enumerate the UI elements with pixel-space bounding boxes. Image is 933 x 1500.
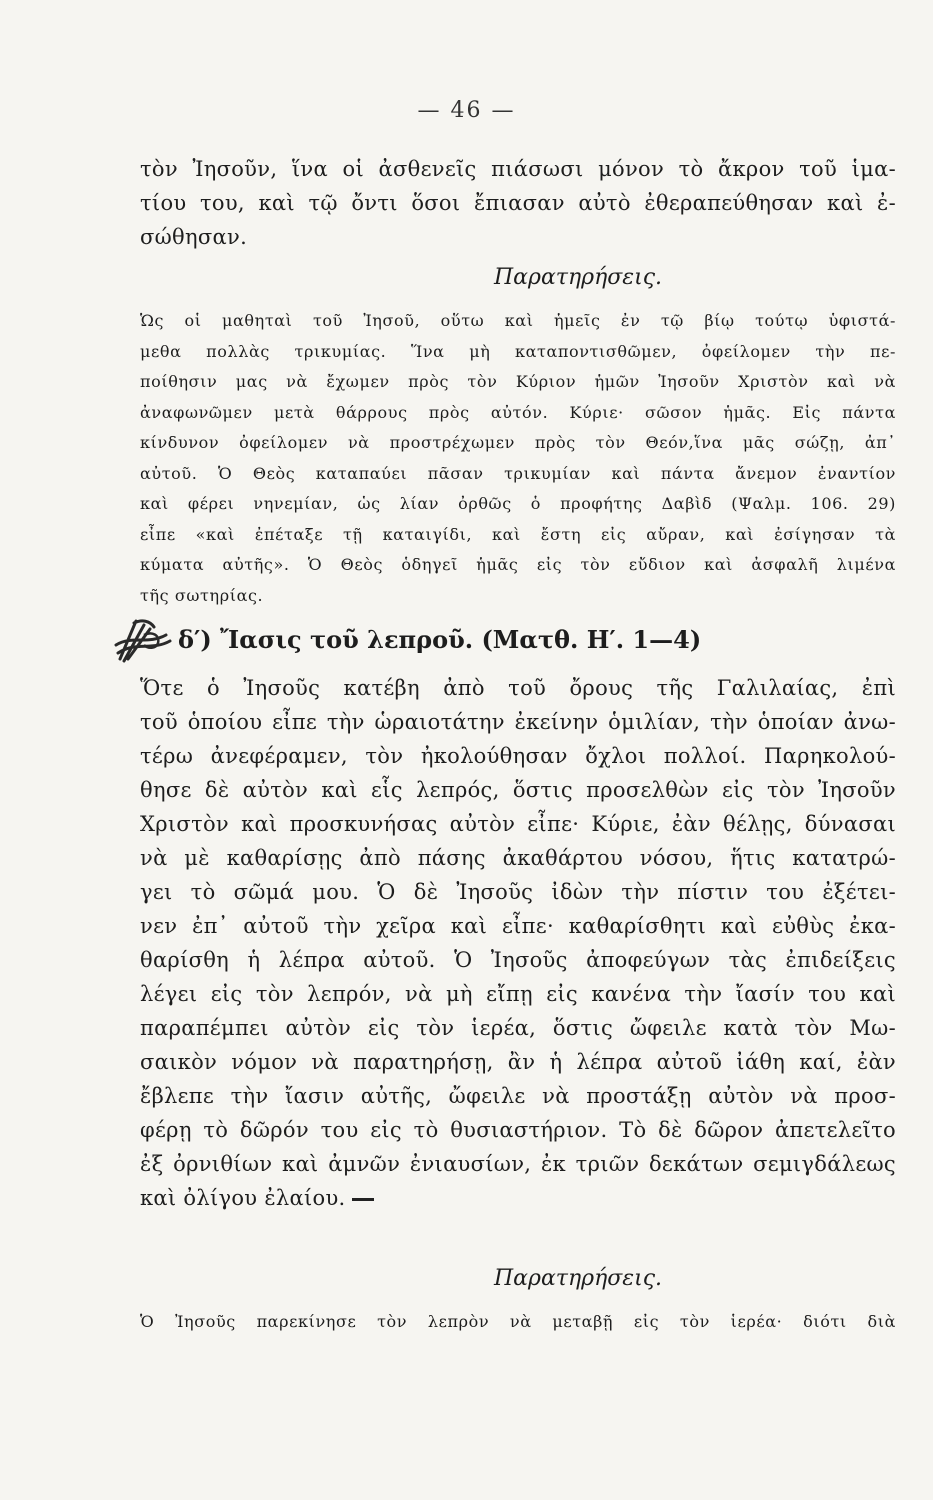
text-line: λέγει εἰς τὸν λεπρόν, νὰ μὴ εἴπῃ εἰς κανένα τὴν ἴασίν του καὶ (140, 982, 896, 1006)
spacer (140, 1215, 896, 1255)
text-line: ἀναφωνῶμεν μετὰ θάρρους πρὸς αὐτόν. Κύριε· σῶσον ἡμᾶς. Εἰς πάντα (140, 402, 896, 422)
section-paragraph (140, 671, 896, 1215)
text-line: κίνδυνον ὀφείλομεν νὰ προστρέχωμεν πρὸς τὸν Θεόν,ἵνα μᾶς σώζῃ, ἀπ᾽ (140, 433, 896, 452)
text-line: Ὁ Ἰησοῦς παρεκίνησε τὸν λεπρὸν νὰ μεταβῇ εἰς τὸν ἱερέα· διότι διὰ (140, 1312, 896, 1331)
text-line: τὸν Ἰησοῦν, ἵνα οἱ ἀσθενεῖς πιάσωσι μόνον τὸ ἄκρον τοῦ ἱμα- (140, 157, 896, 181)
text-line: τίου του, καὶ τῷ ὄντι ὅσοι ἔπιασαν αὐτὸ ἐθεραπεύθησαν καὶ ἐ- (140, 191, 896, 215)
intro-paragraph (140, 152, 896, 254)
text-line: φέρῃ τὸ δῶρόν του εἰς τὸ θυσιαστήριον. Τὸ δὲ δῶρον ἀπετελεῖτο (140, 1118, 896, 1142)
text-line: θησε δὲ αὐτὸν καὶ εἷς λεπρός, ὅστις προσελθὼν εἰς τὸν Ἰησοῦν (140, 778, 896, 802)
text-line: μεθα πολλὰς τρικυμίας. Ἵνα μὴ καταποντισθῶμεν, ὀφείλομεν τὴν πε- (140, 341, 896, 361)
text-line: εἶπε «καὶ ἐπέταξε τῇ καταιγίδι, καὶ ἔστη εἰς αὔραν, καὶ ἐσίγησαν τὰ (140, 524, 896, 544)
closing-dash-mark (352, 1198, 374, 1201)
remarks-paragraph (140, 306, 896, 611)
page-content (140, 152, 896, 1338)
text-line (140, 1181, 896, 1215)
text-line: Ὅτε ὁ Ἰησοῦς κατέβη ἀπὸ τοῦ ὄρους τῆς Γαλιλαίας, ἐπὶ (140, 676, 896, 700)
text-line-content: καὶ ὀλίγου ἐλαίου. (140, 1186, 346, 1210)
text-line: ἔβλεπε τὴν ἴασιν αὐτῆς, ὤφειλε νὰ προστάξῃ αὐτὸν νὰ προσ- (140, 1084, 896, 1108)
text-line: καὶ φέρει νηνεμίαν, ὡς λίαν ὀρθῶς ὁ προφήτης Δαβὶδ (Ψαλμ. 106. 29) (140, 494, 896, 513)
handwritten-scribble-icon (114, 615, 172, 665)
text-line: τέρω ἀνεφέραμεν, τὸν ἠκολούθησαν ὄχλοι πολλοί. Παρηκολού- (140, 744, 896, 768)
text-line: Χριστὸν καὶ προσκυνήσας αὐτὸν εἶπε· Κύριε, ἐὰν θέλῃς, δύνασαι (140, 812, 896, 836)
text-line: αὐτοῦ. Ὁ Θεὸς καταπαύει πᾶσαν τρικυμίαν καὶ πάντα ἄνεμον ἐναντίον (140, 463, 896, 483)
text-line: θαρίσθη ἡ λέπρα αὐτοῦ. Ὁ Ἰησοῦς ἀποφεύγων τὰς ἐπιδείξεις (140, 948, 896, 972)
text-line: παραπέμπει αὐτὸν εἰς τὸν ἱερέα, ὅστις ὤφειλε κατὰ τὸν Μω- (140, 1016, 896, 1040)
section-heading-text: δ′) Ἴασις τοῦ λεπροῦ. (Ματθ. Η′. 1—4) (178, 625, 702, 654)
text-line: κύματα αὐτῆς». Ὁ Θεὸς ὁδηγεῖ ἡμᾶς εἰς τὸν εὔδιον καὶ ἀσφαλῆ λιμένα (140, 555, 896, 574)
remarks-paragraph-2 (140, 1307, 896, 1338)
text-line: ποίθησιν μας νὰ ἔχωμεν πρὸς τὸν Κύριον ἡμῶν Ἰησοῦν Χριστὸν καὶ νὰ (140, 372, 896, 391)
remarks-heading: Παρατηρήσεις. (493, 265, 663, 290)
text-line: γει τὸ σῶμά μου. Ὁ δὲ Ἰησοῦς ἰδὼν τὴν πίστιν του ἐξέτει- (140, 880, 896, 904)
section-heading (114, 615, 896, 665)
text-line: νὰ μὲ καθαρίσῃς ἀπὸ πάσης ἀκαθάρτου νόσου, ἥτις κατατρώ- (140, 846, 896, 870)
page-number: — 46 — (417, 98, 516, 123)
text-line: σαικὸν νόμον νὰ παρατηρήσῃ, ἂν ἡ λέπρα αὐτοῦ ἰάθη καί, ἐὰν (140, 1050, 896, 1074)
text-line: νεν ἐπ᾽ αὐτοῦ τὴν χεῖρα καὶ εἶπε· καθαρίσθητι καὶ εὐθὺς ἐκα- (140, 914, 896, 938)
text-line: τοῦ ὁποίου εἶπε τὴν ὡραιοτάτην ἐκείνην ὁμιλίαν, τὴν ὁποίαν ἀνω- (140, 710, 896, 734)
remarks-heading-2: Παρατηρήσεις. (493, 1266, 663, 1291)
text-line: τῆς σωτηρίας. (140, 585, 264, 605)
text-line: Ὡς οἱ μαθηταὶ τοῦ Ἰησοῦ, οὕτω καὶ ἡμεῖς ἐν τῷ βίῳ τούτῳ ὑφιστά- (140, 311, 896, 330)
text-line: σώθησαν. (140, 225, 248, 249)
text-line: ἐξ ὀρνιθίων καὶ ἀμνῶν ἐνιαυσίων, ἐκ τριῶν δεκάτων σεμιγδάλεως (140, 1152, 896, 1176)
